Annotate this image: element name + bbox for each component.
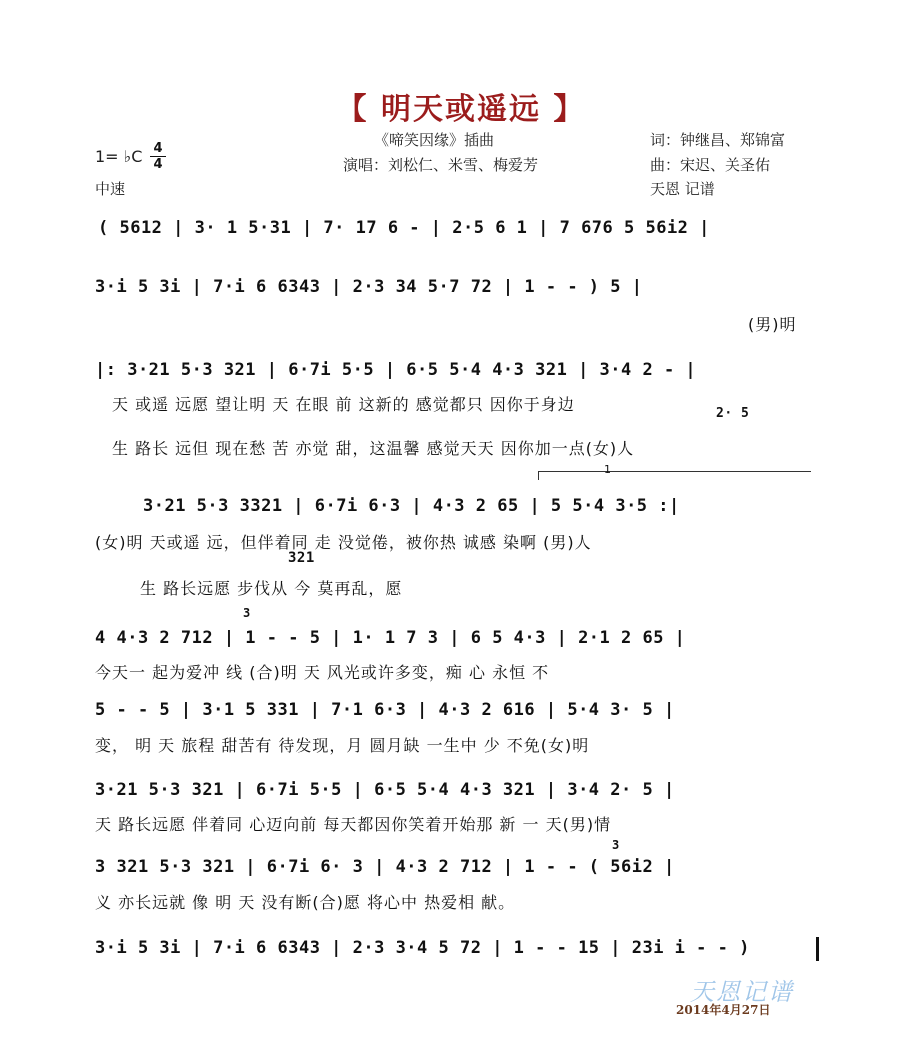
triplet-mark-row-8: 3: [612, 838, 620, 852]
lyricist: 词：钟继昌、郑锦富: [650, 131, 786, 149]
notation-row-7: 3·21 5·3 321 | 6·7i 5·5 | 6·5 5·4 4·3 321 | 3·4 2· 5 |: [95, 780, 675, 800]
composer: 曲：宋迟、关圣佑: [650, 156, 771, 174]
key-flat: ♭C: [123, 147, 143, 166]
tempo: 中速: [95, 180, 126, 198]
time-bottom: 4: [153, 157, 163, 172]
lyric-row-2: (男)明: [748, 315, 797, 334]
notation-row-4: 3·21 5·3 3321 | 6·7i 6·3 | 4·3 2 65 | 5 5·4 3·5 :|: [143, 496, 680, 516]
source: 《啼笑因缘》插曲: [374, 131, 495, 149]
singers: 演唱：刘松仁、米雪、梅爱芳: [343, 156, 539, 174]
key-signature: [95, 147, 142, 166]
lyric-row-3b: 生 路长 远但 现在愁 苦 亦觉 甜，这温馨 感觉天天 因你加一点(女)人: [112, 439, 635, 458]
notation-row-2: 3·i 5 3i | 7·i 6 6343 | 2·3 34 5·7 72 | 1 - - ) 5 |: [95, 277, 643, 297]
transcriber: 天恩 记谱: [650, 180, 715, 198]
notation-row-3: |: 3·21 5·3 321 | 6·7i 5·5 | 6·5 5·4 4·3 321 | 3·4 2 - |: [95, 360, 697, 380]
lyric-row-5: 今天一 起为爱冲 线 (合)明 天 风光或许多变，痴 心 永恒 不: [95, 663, 550, 682]
upper-notes-row-4: 321: [288, 550, 315, 566]
lyric-row-6: 变， 明 天 旅程 甜苦有 待发现，月 圆月缺 一生中 少 不免(女)明: [95, 736, 590, 755]
key-prefix: 1=: [95, 147, 124, 166]
lyric-row-4b: 生 路长远愿 步伐从 今 莫再乱，愿: [140, 579, 403, 598]
volta-bracket: [538, 471, 811, 480]
date-stamp: 2014年4月27日: [676, 1003, 771, 1017]
upper-notes-row-3: 2· 5: [716, 406, 750, 421]
volta-number: 1: [604, 463, 611, 476]
lyric-row-3a: 天 或遥 远愿 望让明 天 在眼 前 这新的 感觉都只 因你于身边: [112, 395, 575, 414]
notation-row-6: 5 - - 5 | 3·1 5 331 | 7·1 6·3 | 4·3 2 616 | 5·4 3· 5 |: [95, 700, 675, 720]
watermark-logo: 天恩记谱: [690, 978, 794, 1006]
lyric-row-4a: (女)明 天或遥 远，但伴着同 走 没觉倦，被你热 诚感 染啊 (男)人: [95, 533, 592, 552]
final-barline: [816, 937, 819, 961]
song-title: 【 明天或遥远 】: [336, 92, 586, 127]
notation-row-8: 3 321 5·3 321 | 6·7i 6· 3 | 4·3 2 712 | 1 - - ( 56i2 |: [95, 857, 675, 877]
notation-row-9: 3·i 5 3i | 7·i 6 6343 | 2·3 3·4 5 72 | 1 - - 15 | 23i i - - ): [95, 938, 750, 958]
notation-row-1: ( 5612 | 3· 1 5·31 | 7· 17 6 - | 2·5 6 1 | 7 676 5 56i2 |: [98, 218, 710, 238]
time-top: 4: [153, 141, 163, 156]
notation-row-5: 4 4·3 2 712 | 1 - - 5 | 1· 1 7 3 | 6 5 4·3 | 2·1 2 65 |: [95, 628, 686, 648]
time-signature: [150, 142, 166, 171]
triplet-mark: 3: [243, 606, 251, 620]
lyric-row-8: 义 亦长远就 像 明 天 没有断(合)愿 将心中 热爱相 献。: [95, 893, 516, 912]
lyric-row-7: 天 路长远愿 伴着同 心迈向前 每天都因你笑着开始那 新 一 天(男)情: [95, 815, 612, 834]
